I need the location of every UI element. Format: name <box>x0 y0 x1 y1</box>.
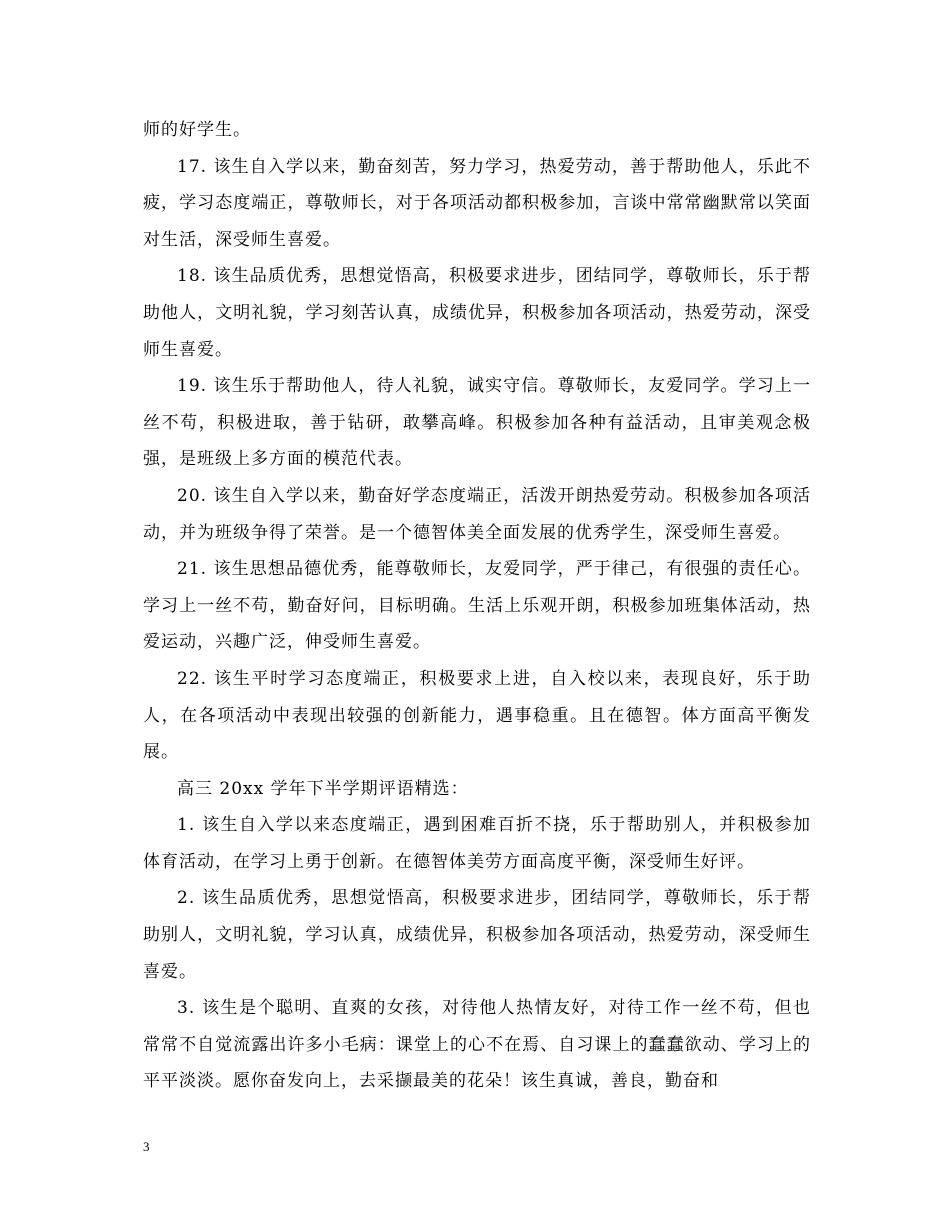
paragraph-comment-21: 21. 该生思想品德优秀，能尊敬师长，友爱同学，严于律己，有很强的责任心。学习上一丝不苟，勤奋好问，目标明确。生活上乐观开朗，积极参加班集体活动，热爱运动，兴趣广泛，伸受师生喜爱。 <box>143 559 811 653</box>
section-heading: 高三 20xx 学年下半学期评语精选： <box>177 778 469 799</box>
paragraph-comment-17: 17. 该生自入学以来，勤奋刻苦，努力学习，热爱劳动，善于帮助他人，乐此不疲，学习态度端正，尊敬师长，对于各项活动都积极参加，言谈中常常幽默常以笑面对生活，深受师生喜爱。 <box>143 156 811 250</box>
paragraph-comment-19: 19. 该生乐于帮助他人，待人礼貌，诚实守信。尊敬师长，友爱同学。学习上一丝不苟，积极进取，善于钻研，敢攀高峰。积极参加各种有益活动，且审美观念极强，是班级上多方面的模范代表。 <box>143 376 811 470</box>
document-body <box>143 112 811 1100</box>
paragraph-comment-22: 22. 该生平时学习态度端正，积极要求上进，自入校以来，表现良好，乐于助人，在各项活动中表现出较强的创新能力，遇事稳重。且在德智。体方面高平衡发展。 <box>143 668 811 763</box>
paragraph-comment-1: 1. 该生自入学以来态度端正，遇到困难百折不挠，乐于帮助别人，并积极参加体育活动，在学习上勇于创新。在德智体美劳方面高度平衡，深受师生好评。 <box>143 815 811 872</box>
paragraph-comment-3: 3. 该生是个聪明、直爽的女孩，对待他人热情友好，对待工作一丝不苟，但也常常不自觉流露出许多小毛病：课堂上的心不在焉、自习课上的蠢蠢欲动、学习上的平平淡淡。愿你奋发向上，去采撷最美的花朵！该生真诚，善良，勤奋和 <box>143 998 811 1092</box>
paragraph-comment-2: 2. 该生品质优秀，思想觉悟高，积极要求进步，团结同学，尊敬师长，乐于帮助别人，文明礼貌，学习认真，成绩优异，积极参加各项活动，热爱劳动，深受师生喜爱。 <box>143 888 811 982</box>
page-number: 3 <box>143 1139 150 1154</box>
paragraph-continuation: 师的好学生。 <box>143 120 251 140</box>
paragraph-comment-20: 20. 该生自入学以来，勤奋好学态度端正，活泼开朗热爱劳动。积极参加各项活动，并为班级争得了荣誉。是一个德智体美全面发展的优秀学生，深受师生喜爱。 <box>143 485 811 543</box>
paragraph-comment-18: 18. 该生品质优秀，思想觉悟高，积极要求进步，团结同学，尊敬师长，乐于帮助他人，文明礼貌，学习刻苦认真，成绩优异，积极参加各项活动，热爱劳动，深受师生喜爱。 <box>143 266 811 360</box>
